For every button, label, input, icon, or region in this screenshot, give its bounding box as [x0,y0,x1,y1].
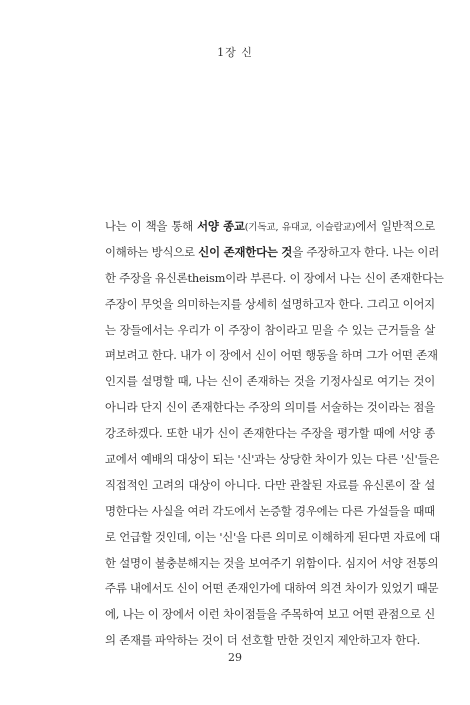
text-run: 아니라 단지 신이 존재한다는 주장의 의미를 서술하는 것이라는 점을 [105,400,435,415]
text-run: 강조하겠다. 또한 내가 신이 존재한다는 주장을 평가할 때에 서양 종 [105,426,435,441]
text-line [105,551,439,577]
text-run: 펴보려고 한다. 내가 이 장에서 신이 어떤 행동을 하며 그가 어떤 존재 [105,348,438,363]
text-line [105,395,435,421]
page-number: 29 [228,651,242,664]
text-run: 인지를 설명할 때, 나는 신이 존재하는 것을 기정사실로 여기는 것이 [105,374,435,389]
text-line [105,292,435,318]
text-run: 한 주장을 유신론theism이라 부른다. 이 장에서 나는 신이 존재한다는 [105,270,444,285]
text-line [105,343,438,369]
text-line [105,576,439,602]
text-line [105,369,435,395]
running-head: 1장 신 [217,46,253,59]
text-run: 는 장들에서는 우리가 이 주장이 참이라고 믿을 수 있는 근거들을 살 [105,322,435,337]
text-line [105,318,435,344]
text-run: 을 주장하고자 한다. 나는 이러 [292,244,439,259]
text-line [105,240,439,266]
text-run: (기독교, 유대교, 이슬람교) [244,222,356,233]
text-line [105,499,435,525]
text-run: 직접적인 고려의 대상이 아니다. 다만 관찰된 자료를 유신론이 잘 설 [105,477,435,492]
body-paragraph [105,214,444,654]
text-run: 이해하는 방식으로 [105,244,199,259]
emphasis-text: 서양 종교 [197,219,245,233]
text-run: 나는 이 책을 통해 [105,219,198,233]
text-run: 주장이 무엇을 의미하는지를 상세히 설명하고자 한다. 그리고 이어지 [105,296,435,311]
text-run: 명한다는 사실을 여러 각도에서 논증할 경우에는 다른 가설들을 때때 [105,503,435,518]
text-run: 에, 나는 이 장에서 이런 차이점들을 주목하여 보고 어떤 관점으로 신 [105,607,435,622]
text-line [105,525,441,551]
text-run: 한 설명이 불충분해지는 것을 보여주기 위함이다. 심지어 서양 전통의 [105,555,439,570]
text-line [105,214,435,240]
text-line [105,602,435,628]
text-line [105,421,435,447]
text-run: 주류 내에서도 신이 어떤 존재인가에 대하여 의견 차이가 있었기 때문 [105,581,439,596]
text-line [105,266,444,292]
text-run: 의 존재를 파악하는 것이 더 선호할 만한 것인지 제안하고자 한다. [105,633,421,648]
emphasis-text: 신이 존재한다는 것 [198,244,293,259]
text-run: 로 언급할 것인데, 이는 '신'을 다른 의미로 이해하게 된다면 자료에 대 [105,529,441,544]
text-line [105,473,435,499]
text-line [105,447,440,473]
text-run: 교에서 예배의 대상이 되는 '신'과는 상당한 차이가 있는 다른 '신'들은 [105,452,440,467]
text-run: 에서 일반적으로 [355,219,435,233]
